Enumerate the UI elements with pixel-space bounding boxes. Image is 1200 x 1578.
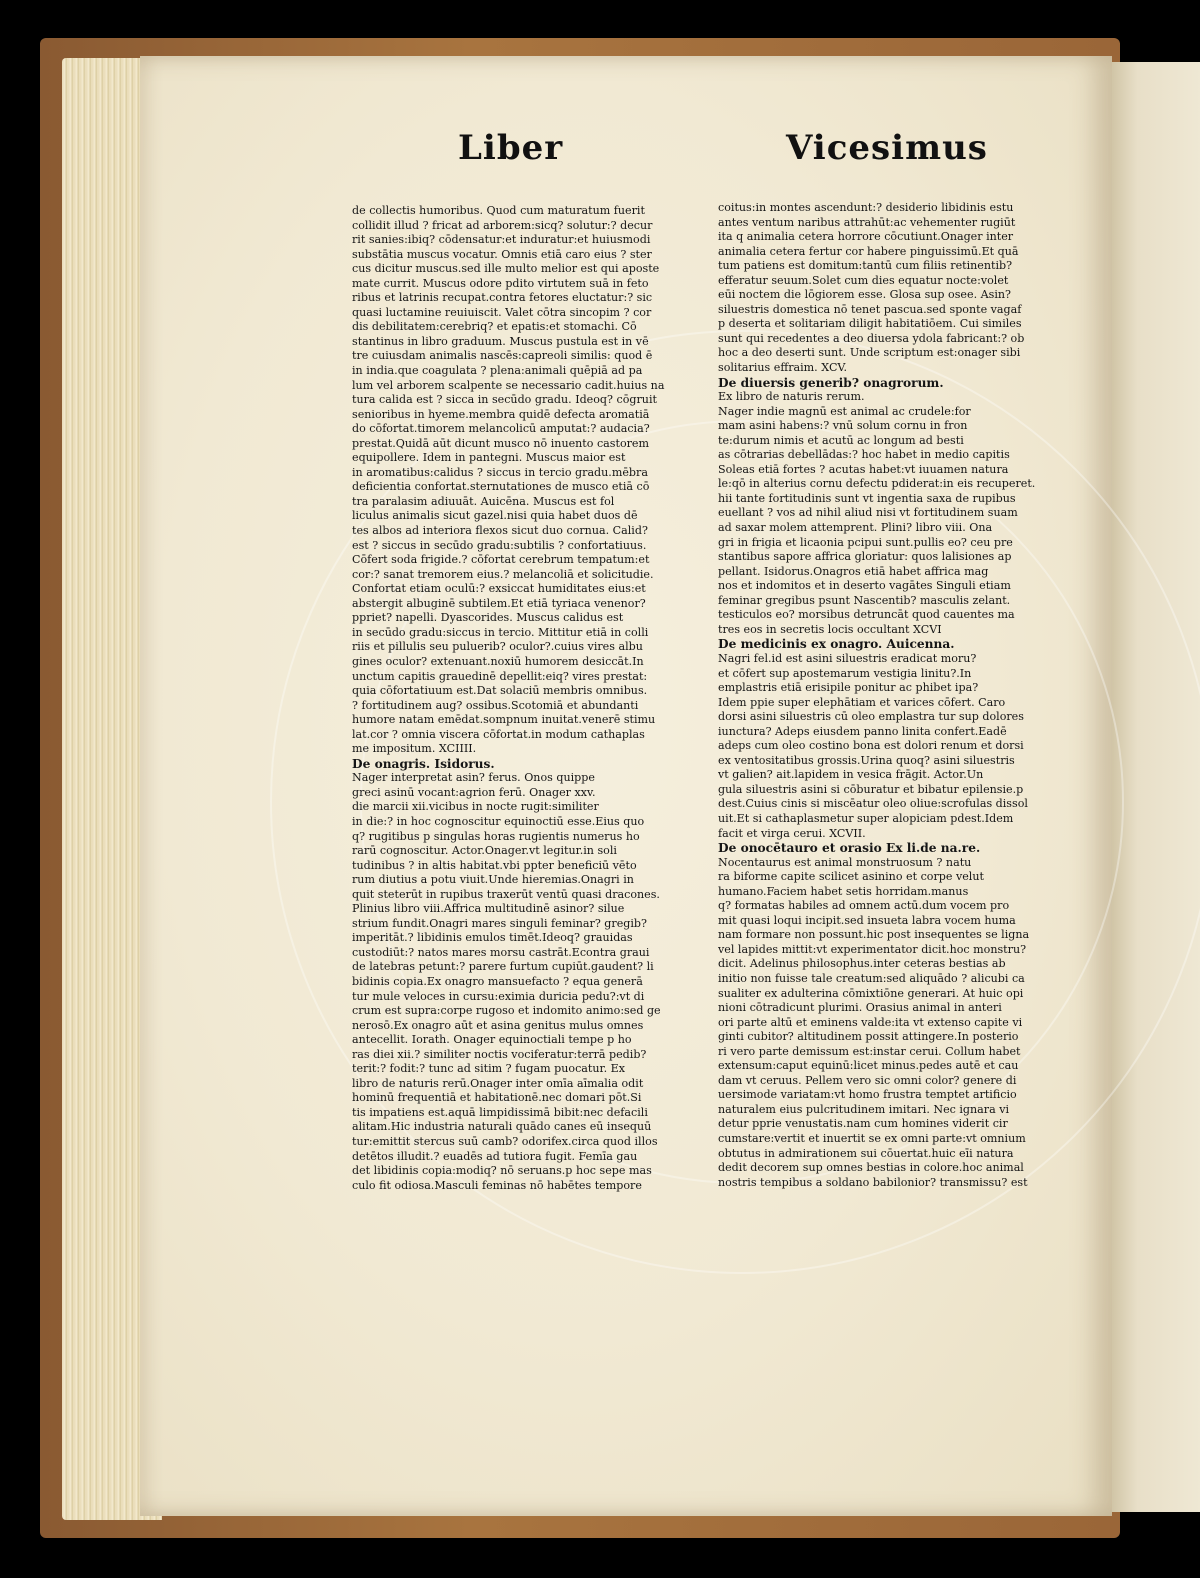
text-line: ex ventositatibus grossis.Urina quoq? asini siluestris [718, 753, 1015, 767]
text-line: q? formatas habiles ad omnem actū.dum vocem pro [718, 899, 1010, 913]
text-line: rarū cognoscitur. Actor.Onager.vt legitur.in soli [352, 844, 617, 858]
text-line: dis debilitatem:cerebriq? et epatis:et stomachi. Cō [352, 320, 637, 334]
text-line: det libidinis copia:modiq? nō seruans.p hoc sepe mas [352, 1164, 652, 1178]
text-column-right [718, 201, 1036, 1190]
text-line: efferatur seuum.Solet cum dies equatur nocte:volet [718, 273, 1009, 287]
text-line: as cōtrarias debellādas:? hoc habet in medio capitis [718, 448, 1010, 462]
text-line: dorsi asini siluestris cū oleo emplastra tur sup dolores [718, 710, 1024, 724]
text-line: in india.que coagulata ? plena:animali quēpiā ad pa [352, 364, 643, 378]
text-line: rit sanies:ibiq? cōdensatur:et induratur:et huiusmodi [352, 233, 651, 247]
text-line: tudinibus ? in altis habitat.vbi ppter beneficiū vēto [352, 858, 637, 872]
text-line: Confortat etiam oculū:? exsiccat humiditates eius:et [352, 582, 646, 596]
text-line: deficientia confortat.sternutationes de musco etiā cō [352, 480, 650, 494]
text-line: et cōfert sup apostemarum vestigia linitu?.In [718, 666, 972, 680]
text-line: q? rugitibus p singulas horas rugientis numerus ho [352, 829, 640, 843]
text-line: iunctura? Adeps eiusdem panno linita confert.Eadē [718, 724, 1007, 738]
text-line: stantinus in libro graduum. Muscus pustula est in vē [352, 334, 649, 348]
text-line: tura calida est ? sicca in secūdo gradu. Ideoq? cōgruit [352, 393, 657, 407]
text-line: Nager interpretat asin? ferus. Onos quippe [352, 771, 595, 785]
text-line: euellant ? vos ad nihil aliud nisi vt fortitudinem suam [718, 506, 1018, 520]
text-line: p deserta et solitariam diligit habitatiōem. Cui similes [718, 317, 1022, 331]
text-line: terit:? fodit:? tunc ad sitim ? fugam puocatur. Ex [352, 1062, 626, 1076]
text-line: gri in frigia et licaonia pcipui sunt.pullis eo? ceu pre [718, 535, 1013, 549]
text-line: tes albos ad interiora flexos sicut duo cornua. Calid? [352, 524, 648, 538]
facing-page-edge [1108, 62, 1200, 1512]
text-line: uit.Et si cathaplasmetur super alopiciam pdest.Idem [718, 811, 1014, 825]
text-line: in die:? in hoc cognoscitur equinoctiū esse.Eius quo [352, 814, 645, 828]
text-line: quia cōfortatiuum est.Dat solaciū membris omnibus. [352, 684, 648, 698]
text-line: custodiūt:? natos mares morsu castrāt.Econtra graui [352, 945, 650, 959]
text-line: collidit illud ? fricat ad arborem:sicq? solutur:? decur [352, 218, 653, 232]
text-line: antes ventum naribus attrahūt:ac vehementer rugiūt [718, 215, 1016, 229]
text-line: le:qō in alterius cornu defectu pdiderat:in eis recuperet. [718, 477, 1036, 491]
text-line: senioribus in hyeme.membra quidē defecta aromatiā [352, 407, 650, 421]
text-line: naturalem eius pulcritudinem imitari. Nec ignara vi [718, 1102, 1010, 1116]
text-line: vel lapides mittit:vt experimentator dicit.hoc monstru? [718, 942, 1027, 956]
text-line: prestat.Quidā aūt dicunt musco nō inuento castorem [352, 436, 650, 450]
text-line: emplastris etiā erisipile ponitur ac phibet ipa? [718, 681, 979, 695]
text-line: humore natam emēdat.sompnum inuitat.venerē stimu [352, 713, 656, 727]
text-line: greci asinū vocant:agrion ferū. Onager xxv. [352, 785, 596, 799]
text-line: dedit decorem sup omnes bestias in colore.hoc animal [718, 1161, 1024, 1175]
text-line: cor:? sanat tremorem eius.? melancoliā et solicitudie. [352, 567, 654, 581]
text-line: te:durum nimis et acutū ac longum ad besti [718, 433, 964, 447]
text-line: crum est supra:corpe rugoso et indomito animo:sed ge [352, 1004, 661, 1018]
text-line: unctum capitis grauedinē depellit:eiq? vires prestat: [352, 669, 648, 683]
text-line: tum patiens est domitum:tantū cum filiis retinentib? [718, 259, 1013, 273]
text-line: sualiter ex adulterina cōmixtiōne generari. At huic opi [718, 986, 1024, 1000]
text-line: adeps cum oleo costino bona est dolori renum et dorsi [718, 739, 1024, 753]
text-line: ppriet? napelli. Dyascorides. Muscus calidus est [352, 611, 624, 625]
text-line: tis impatiens est.aquā limpidissimā bibit:nec defacili [352, 1105, 648, 1119]
text-line: quasi luctamine reuiuiscit. Valet cōtra sincopim ? cor [352, 305, 652, 319]
text-line: tur:emittit stercus suū camb? odorifex.circa quod illos [352, 1135, 658, 1148]
text-line: tres eos in secretis locis occultant XCVI [718, 622, 942, 636]
text-line: siluestris domestica nō tenet pascua.sed sponte vagaf [718, 302, 1022, 316]
text-line: gula siluestris asini si cōburatur et bibatur epilensie.p [718, 782, 1024, 796]
text-line: de latebras petunt:? parere furtum cupiūt.gaudent? li [352, 960, 654, 974]
running-head-right: Vicesimus [786, 128, 988, 168]
text-line: mam asini habens:? vnū solum cornu in fron [718, 419, 968, 433]
text-line: rum diutius a potu viuit.Unde hieremias.Onagri in [352, 873, 634, 887]
text-line: me impositum. XCIIII. [352, 742, 477, 756]
text-line: nostris tempibus a soldano babilonior? transmissu? est [718, 1175, 1028, 1189]
text-line: facit et virga cerui. XCVII. [718, 826, 866, 840]
text-line: equipollere. Idem in pantegni. Muscus maior est [352, 451, 626, 465]
text-line: Soleas etiā fortes ? acutas habet:vt iuuamen natura [718, 462, 1009, 476]
text-line: pellant. Isidorus.Onagros etiā habet affrica mag [718, 564, 989, 578]
text-line: Nager indie magnū est animal ac crudele:for [718, 404, 971, 418]
text-line: est ? siccus in secūdo gradu:subtilis ? confortatiuus. [352, 538, 647, 552]
text-line: gines oculor? extenuant.noxiū humorem desiccāt.In [352, 654, 644, 668]
text-line: imperitāt.? libidinis emulos timēt.Ideoq? grauidas [352, 931, 633, 945]
text-line: in aromatibus:calidus ? siccus in tercio gradu.mēbra [352, 465, 648, 479]
text-line: dicit. Adelinus philosophus.inter ceteras bestias ab [718, 957, 1006, 971]
text-line: De onocētauro et orasio Ex li.de na.re. [718, 841, 981, 856]
text-line: cus dicitur muscus.sed ille multo melior est qui aposte [352, 262, 660, 276]
text-line: strium fundit.Onagri mares singuli feminar? gregib? [352, 916, 647, 930]
text-line: humano.Faciem habet setis horridam.manus [718, 884, 969, 898]
text-line: nos et indomitos et in deserto vagātes Singuli etiam [718, 579, 1011, 593]
text-line: obtutus in admirationem sui cōuertat.huic eīi natura [718, 1146, 1014, 1160]
text-line: lum vel arborem scalpente se necessario cadit.huius na [352, 378, 665, 392]
text-line: tre cuiusdam animalis nascēs:capreoli similis: quod ē [352, 349, 653, 363]
text-line: quit steterūt in rupibus traxerūt ventū quasi dracones. [352, 887, 660, 901]
text-line: De medicinis ex onagro. Auicenna. [718, 637, 955, 652]
text-line: do cōfortat.timorem melancolicū amputat:? audacia? [352, 422, 650, 436]
text-line: Plinius libro viii.Affrica multitudinē asinor? silue [352, 902, 625, 916]
text-line: initio non fuisse tale creatum:sed aliquādo ? alicubi ca [718, 971, 1025, 985]
text-line: ori parte altū et eminens valde:ita vt extenso capite vi [718, 1015, 1023, 1029]
text-line: ri vero parte demissum est:instar cerui. Collum habet [718, 1044, 1021, 1058]
text-line: mit quasi loqui incipit.sed insueta labra vocem huma [718, 913, 1016, 927]
text-line: eūi noctem die lōgiorem esse. Glosa sup osee. Asin? [718, 288, 1011, 302]
text-line: ra biforme capite scilicet asinino et corpe velut [718, 870, 984, 884]
text-line: detur pprie venustatis.nam cum homines viderit cir [718, 1117, 1008, 1131]
text-line: coitus:in montes ascendunt:? desiderio libidinis estu [718, 201, 1014, 214]
text-line: Nagri fel.id est asini siluestris eradicat moru? [718, 651, 977, 665]
text-line: Cōfert soda frigide.? cōfortat cerebrum tempatum:et [352, 553, 650, 567]
text-line: cumstare:vertit et inuertit se ex omni parte:vt omnium [718, 1132, 1026, 1145]
text-line: ? fortitudinem aug? ossibus.Scotomiā et abundanti [352, 698, 639, 712]
text-line: Nocentaurus est animal monstruosum ? natu [718, 855, 972, 869]
text-line: hominū frequentiā et habitationē.nec domari pōt.Si [352, 1091, 642, 1105]
text-line: tra paralasim adiuuāt. Auicēna. Muscus est fol [352, 494, 615, 508]
text-line: ribus et latrinis recupat.contra fetores eluctatur:? sic [352, 291, 653, 305]
text-line: detētos illudit.? euadēs ad tutiora fugit. Femīa gau [352, 1149, 638, 1163]
text-line: ginti cubitor? altitudinem possit attingere.In posterio [718, 1030, 1019, 1044]
text-column-left [352, 204, 670, 1193]
text-line: alitam.Hic industria naturali quādo canes eū insequū [352, 1120, 652, 1134]
text-line: animalia cetera fertur cor habere pinguissimū.Et quā [718, 244, 1019, 258]
text-line: dest.Cuius cinis si miscēatur oleo oliue:scrofulas dissol [718, 797, 1028, 811]
text-line: riis et pillulis seu puluerib? oculor?.cuius vires albu [352, 640, 643, 654]
text-line: Idem ppie super elephātiam et varices cōfert. Caro [718, 695, 1006, 709]
text-line: abstergit albuginē subtilem.Et etiā tyriaca venenor? [352, 596, 646, 610]
running-head-left: Liber [458, 128, 564, 168]
text-line: nioni cōtradicunt plurimi. Orasius animal in anteri [718, 1001, 1002, 1015]
text-line: Ex libro de naturis rerum. [718, 390, 865, 404]
text-line: ras diei xii.? similiter noctis vociferatur:terrā pedib? [352, 1047, 647, 1061]
text-line: ita q animalia cetera horrore cōcutiunt.Onager inter [718, 230, 1014, 244]
text-line: nerosō.Ex onagro aūt et asina genitus mulus omnes [352, 1018, 644, 1032]
text-line: libro de naturis rerū.Onager inter omīa aīmalia odit [352, 1076, 644, 1090]
text-line: bidinis copia.Ex onagro mansuefacto ? equa generā [352, 974, 643, 988]
text-line: extensum:caput equinū:licet minus.pedes autē et cau [718, 1059, 1019, 1073]
text-line: feminar gregibus psunt Nascentib? masculis zelant. [718, 593, 1011, 607]
text-line: mate currit. Muscus odore pdito virtutem suā in feto [352, 276, 649, 290]
text-line: hoc a deo deserti sunt. Unde scriptum est:onager sibi [718, 346, 1021, 360]
text-line: culo fit odiosa.Masculi feminas nō habētes tempore [352, 1178, 642, 1192]
text-line: stantibus sapore affrica gloriatur: quos lalisiones ap [718, 550, 1012, 564]
text-line: nam formare non possunt.hic post insequentes se ligna [718, 928, 1030, 942]
text-line: dam vt ceruus. Pellem vero sic omni color? genere di [718, 1073, 1017, 1087]
text-line: uersimode variatam:vt homo frustra temptet artificio [718, 1088, 1017, 1102]
text-line: solitarius effraim. XCV. [718, 361, 848, 375]
text-line: substātia muscus vocatur. Omnis etiā caro eius ? ster [352, 247, 652, 261]
text-line: tur mule veloces in cursu:eximia duricia pedu?:vt di [352, 989, 645, 1003]
text-line: vt galien? ait.lapidem in vesica frāgit. Actor.Un [718, 768, 984, 782]
text-line: ad saxar molem attemprent. Plini? libro viii. Ona [718, 521, 993, 535]
text-line: antecellit. Iorath. Onager equinoctiali tempe p ho [352, 1033, 632, 1047]
text-line: liculus animalis sicut gazel.nisi quia habet duos dē [352, 509, 638, 523]
text-line: testiculos eo? morsibus detruncāt quod cauentes ma [718, 608, 1015, 622]
text-line: die marcii xii.vicibus in nocte rugit:similiter [352, 800, 599, 814]
text-line: de collectis humoribus. Quod cum maturatum fuerit [352, 204, 645, 217]
text-line: De onagris. Isidorus. [352, 756, 495, 771]
text-line: in secūdo gradu:siccus in tercio. Mittitur etiā in colli [352, 625, 649, 639]
text-line: lat.cor ? omnia viscera cōfortat.in modum cathaplas [352, 727, 645, 741]
text-line: De diuersis generib? onagrorum. [718, 375, 944, 390]
text-line: hii tante fortitudinis sunt vt ingentia saxa de rupibus [718, 491, 1016, 505]
text-line: sunt qui recedentes a deo diuersa ydola fabricant:? ob [718, 331, 1025, 345]
